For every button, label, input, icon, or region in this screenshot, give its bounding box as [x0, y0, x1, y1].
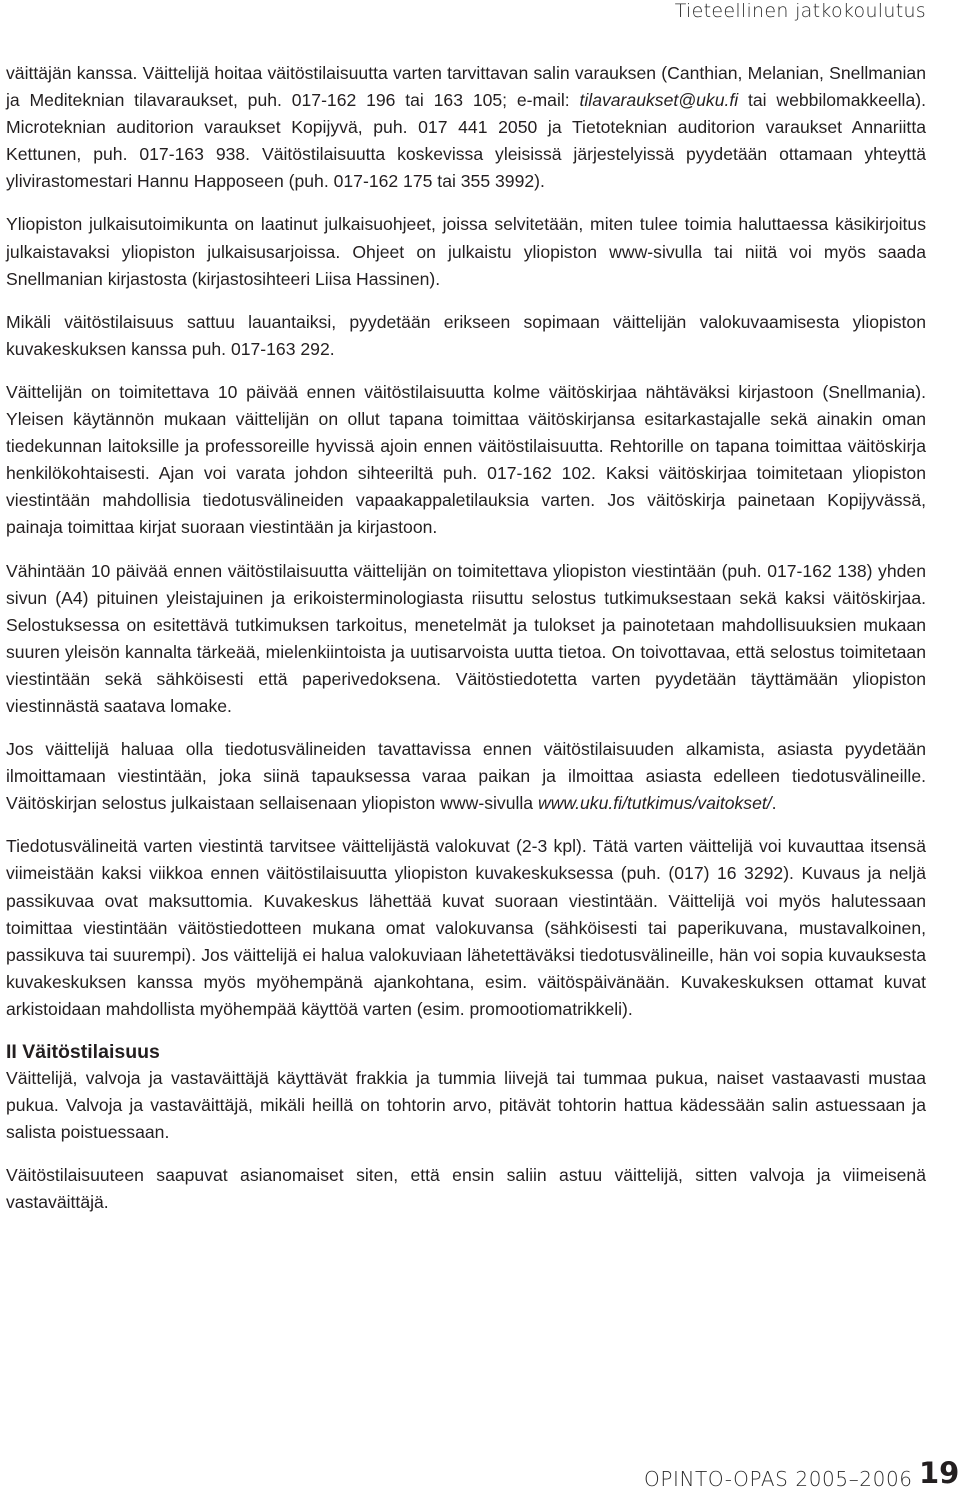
paragraph-publication-guidelines: Yliopiston julkaisutoimikunta on laatinut julkaisuohjeet, joissa selvitetään, miten tulee toimia haluttaessa käsikirjoitus julkaistavaksi yliopiston julkaisusarjoissa. Ohjeet on julkaistu yliopiston www-sivulla tai niitä voi myös saada Snellmanian kirjastosta (kirjastosihteeri Liisa Hassinen). — [6, 214, 926, 289]
email-address: tilavaraukset@uku.fi — [579, 90, 739, 111]
paragraph-entry-order: Väitöstilaisuuteen saapuvat asianomaiset siten, että ensin saliin astuu väittelijä, sitten valvoja ja viimeisenä vastaväittäjä. — [6, 1165, 926, 1213]
paragraph-text: Jos väittelijä haluaa olla tiedotusvälineiden tavattavissa ennen väitöstilaisuuden alkamista, asiasta pyydetään ilmoittamaan viestintään, joka siinä tapauksessa varaa paikan ja ilmoittaa asiasta edelleen tiedotusvälineille. Väitöskirjan selostus julkaistaan sellaisenaan yliopiston www-sivulla — [6, 739, 926, 814]
paragraph-text: tai webbilomakkeella). Microteknian auditorion varaukset Kopijyvä, puh. 017 441 2050 ja Tietoteknian auditorion varaukset Annariitta Kettunen, puh. 017-163 938. Väitöstilaisuutta koskevissa yleisissä järjestelyissä pyydetään ottamaan yhteyttä ylivirastomestari Hannu Happoseen (puh. 017-162 175 tai 355 3992). — [6, 90, 926, 192]
paragraph-dissertation-delivery: Väittelijän on toimitettava 10 päivää ennen väitöstilaisuutta kolme väitöskirjaa nähtäväksi kirjastoon (Snellmania). Yleisen käytännön mukaan väittelijän on ollut tapana toimittaa väitöskirjansa esitarkastajalle sekä ainakin oman tiedekunnan laitoksille ja professoreille hyvissä ajoin ennen väitöstilaisuutta. Rehtorille on tapana toimittaa väitöskirja henkilökohtaisesti. Ajan voi varata johdon sihteeriltä puh. 017-162 102. Kaksi väitöskirjaa toimitetaan yliopiston viestintään mahdollisia tiedotusvälineiden vapaakappaletilauksia varten. Jos väitöskirja painetaan Kopijyvässä, painaja toimittaa kirjat suoraan viestintään ja kirjastoon. — [6, 381, 926, 538]
web-address: www.uku.fi/tutkimus/vaitokset/ — [537, 793, 772, 814]
paragraph-dress-code: Väittelijä, valvoja ja vastaväittäjä käyttävät frakkia ja tummia liivejä tai tummaa pukua, naiset vastaavasti mustaa pukua. Valvoja ja vastaväittäjä, mikäli heillä on tohtorin arvo, pitävät tohtorin hattua kädessään salin astuessaan ja salista poistuessaan. — [6, 1068, 926, 1143]
page-number: 19 — [919, 1456, 960, 1490]
paragraph-text: . — [771, 793, 777, 814]
page-body — [6, 60, 926, 1232]
footer-publication-title: OPINTO-OPAS 2005–2006 — [644, 1467, 913, 1491]
paragraph-text: väittäjän kanssa. Väittelijä hoitaa väitöstilaisuutta varten tarvittavan salin varauksen (Canthian, Melanian, Snellmanian ja Mediteknian tilavaraukset, puh. 017-162 196 tai 163 105; e-mail: — [6, 63, 926, 111]
paragraph-press-summary: Vähintään 10 päivää ennen väitöstilaisuutta väittelijän on toimitettava yliopiston viestintään (puh. 017-162 138) yhden sivun (A4) pituinen yleistajuinen ja erikoisterminologiasta riisuttu selostus tutkimuksestaan sekä kaksi väitöskirjaa. Selostuksessa on esitettävä tutkimuksen tarkoitus, menetelmät ja tulokset ja painotetaan mahdollisuuksien mukaan suuren yleisön kannalta tärkeää, mielenkiintoista ja uutisarvoista uutta tietoa. On toivottavaa, että selostus toimitetaan viestintään sekä sähköisesti että paperivedoksena. Väitöstiedotetta varten pyydetään täyttämään yliopiston viestinnästä saatava lomake. — [6, 560, 926, 716]
running-header: Tieteellinen jatkokoulutus — [674, 0, 926, 22]
section-heading: II Väitöstilaisuus — [6, 1041, 160, 1063]
paragraph-room-reservations — [6, 60, 926, 195]
paragraph-media-meeting — [6, 736, 926, 817]
paragraph-press-photos: Tiedotusvälineitä varten viestintä tarvitsee väittelijästä valokuvat (2-3 kpl). Tätä varten väittelijä voi kuvauttaa itsensä viimeistään kaksi viikkoa ennen väitöstilaisuutta yliopiston kuvakeskuksessa (puh. (017) 16 3292). Kuvaus ja neljä passikuvaa ovat maksuttomia. Kuvakeskus lähettää kuvat suoraan viestintään. Väittelijä voi myös halutessaan toimittaa viestintään väitöstiedotteen mukana omat valokuvansa (sähköisesti tai paperikuvana, mustavalkoinen, passikuva tai suurempi). Jos väittelijä ei halua valokuviaan lähetettäväksi tiedotusvälineille, hän voi sopia kuvauksesta kuvakeskuksen kanssa myös myöhempänä ajankohtana, esim. väitöspäivänään. Kuvakeskuksen ottamat kuvat arkistoidaan mahdollista myöhempää käyttöä varten (esim. promootiomatrikkeli). — [6, 836, 926, 1019]
paragraph-saturday-photography: Mikäli väitöstilaisuus sattuu lauantaiksi, pyydetään erikseen sopimaan väittelijän valokuvaamisesta yliopiston kuvakeskuksen kanssa puh. 017-163 292. — [6, 311, 926, 359]
